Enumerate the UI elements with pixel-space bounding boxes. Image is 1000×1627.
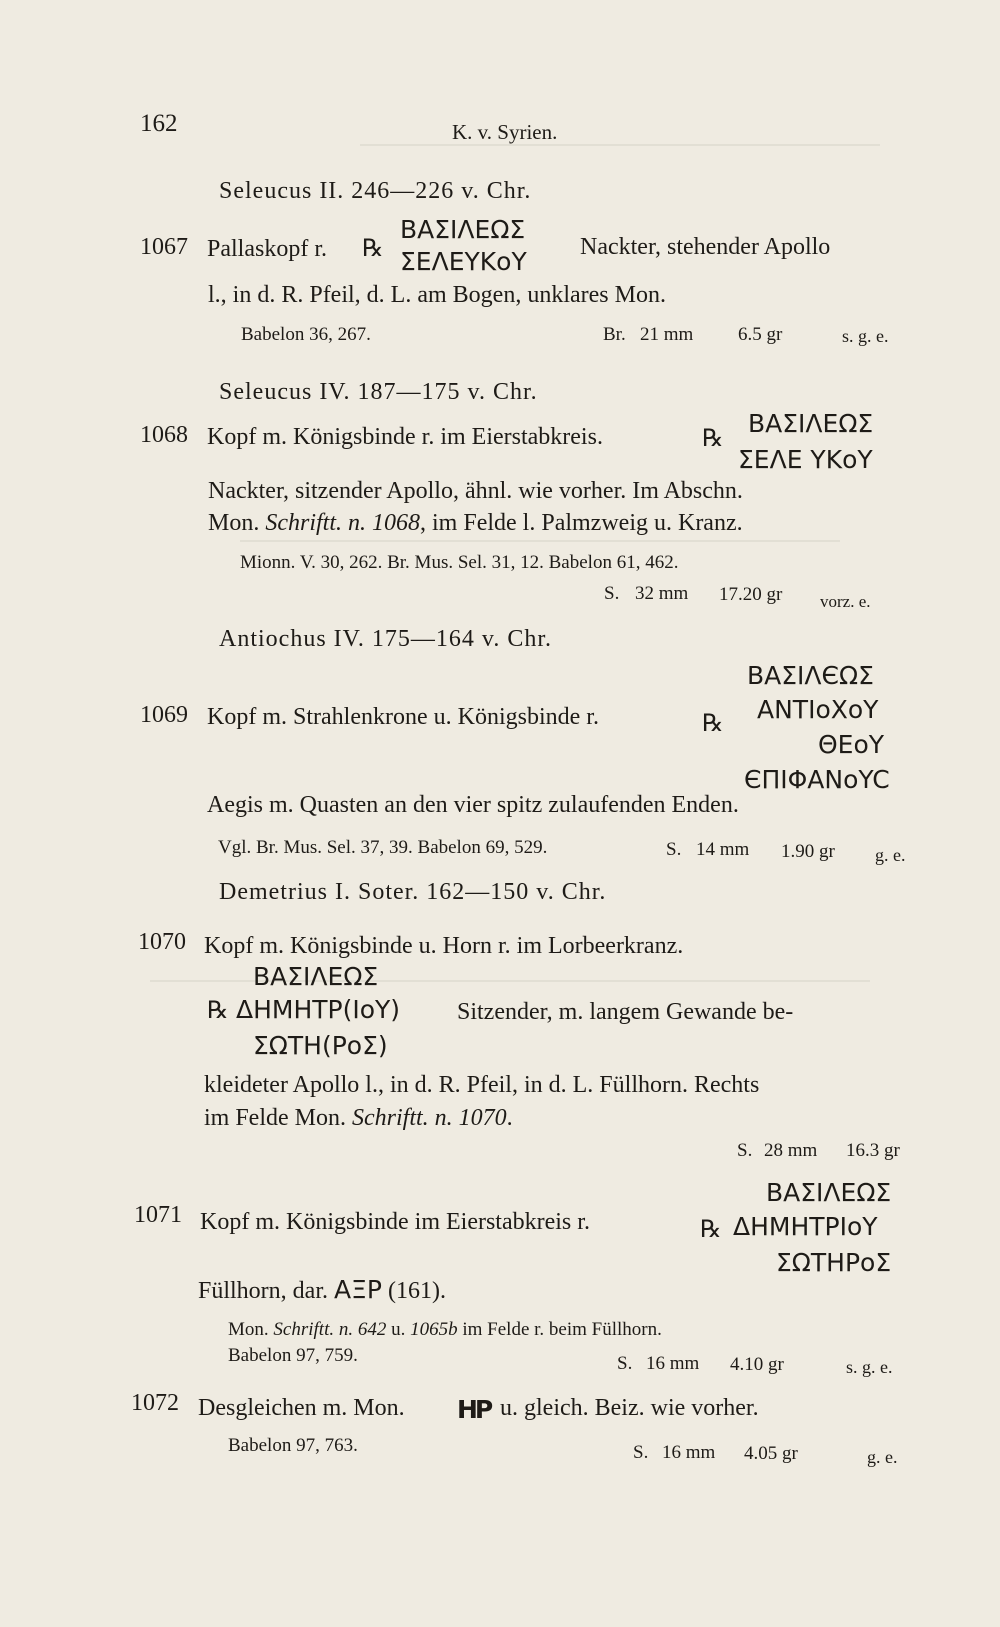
reverse-symbol: ℞ [702,426,724,452]
coin-legend: ΣΕΛΕ ΥΚoY [738,445,873,474]
reverse-symbol: ℞ [702,711,724,737]
reference: Babelon 36, 267. [241,324,371,345]
coin-legend: ΒΑΣΙΛЄΩΣ [747,661,874,690]
reverse-text: Füllhorn, dar. ΑΞΡ (161). [198,1275,446,1304]
collection: S. [617,1353,633,1374]
coin-legend: ΣΕΛΕΥΚoY [400,247,527,276]
entry-number: 1067 [140,234,188,260]
reverse-symbol: ℞ [362,236,384,262]
coin-weight: 1.90 gr [781,841,835,862]
literature-reference: Schriftt. n. 1070 [352,1105,507,1131]
condition: s. g. e. [842,326,889,346]
coin-legend: ΒΑΣΙΛΕΩΣ [748,409,874,438]
entry-number: 1070 [138,929,186,955]
entry-number: 1068 [140,422,188,448]
obverse-text: Kopf m. Königsbinde r. im Eierstabkreis. [207,424,603,450]
collection: S. [604,583,620,604]
coin-legend: ΔΗΜΗΤΡ(ΙoY) [236,995,401,1024]
page-number: 162 [140,110,178,137]
condition: vorz. e. [820,592,871,611]
obverse-text: Kopf m. Strahlenkrone u. Königsbinde r. [207,704,599,730]
literature-reference: 1065b [410,1319,458,1340]
entry-number: 1072 [131,1390,179,1416]
monogram-legend: ΑΞΡ [334,1275,382,1304]
coin-legend: ΒΑΣΙΛΕΩΣ [400,215,526,244]
reverse-text: Sitzender, m. langem Gewande be- [457,999,794,1025]
obverse-text: Pallaskopf r. [207,236,327,262]
coin-weight: 6.5 gr [738,324,783,345]
reference: Mionn. V. 30, 262. Br. Mus. Sel. 31, 12. Babelon 61, 462. [240,552,679,573]
obverse-text: Kopf m. Königsbinde u. Horn r. im Lorbeerkranz. [204,933,684,959]
reverse-text: Desgleichen m. Mon. [198,1395,405,1421]
monogram: HP [457,1395,491,1424]
condition: g. e. [875,845,906,865]
reference: Mon. Schriftt. n. 642 u. 1065b im Felde r. beim Füllhorn. [228,1319,662,1340]
coin-legend: ΑΝΤΙoΧoY [757,695,879,724]
entry-number: 1071 [134,1202,182,1228]
coin-size: 28 mm [764,1140,818,1161]
reverse-symbol: ℞ [207,998,229,1024]
reference: Vgl. Br. Mus. Sel. 37, 39. Babelon 69, 529. [218,837,548,858]
collection: Br. [603,324,626,345]
section-heading: Antiochus IV. 175—164 v. Chr. [219,626,553,652]
reverse-text: Nackter, sitzender Apollo, ähnl. wie vorher. Im Abschn. [208,478,743,504]
coin-weight: 4.05 gr [744,1443,798,1464]
reference: Babelon 97, 759. [228,1345,358,1366]
coin-weight: 16.3 gr [846,1140,900,1161]
show-through-line [360,118,880,146]
coin-size: 14 mm [696,839,750,860]
coin-weight: 17.20 gr [719,584,783,605]
coin-size: 16 mm [646,1353,700,1374]
reverse-text: u. gleich. Beiz. wie vorher. [500,1395,759,1421]
coin-legend: ΔΗΜΗΤΡΙoY [733,1212,878,1241]
reverse-text: Aegis m. Quasten an den vier spitz zulaufenden Enden. [207,792,739,818]
coin-weight: 4.10 gr [730,1354,784,1375]
reverse-text: Nackter, stehender Apollo [580,234,831,260]
entry-number: 1069 [140,702,188,728]
reference: Babelon 97, 763. [228,1435,358,1456]
running-title: K. v. Syrien. [452,120,558,144]
condition: g. e. [867,1447,898,1467]
coin-legend: ΣΩΤΗ(ΡoΣ) [253,1031,388,1060]
coin-legend: ΒΑΣΙΛΕΩΣ [766,1178,892,1207]
coin-size: 21 mm [640,324,694,345]
reverse-text: kleideter Apollo l., in d. R. Pfeil, in d. L. Füllhorn. Rechts [204,1072,760,1098]
coin-legend: ΣΩΤΗΡoΣ [776,1248,892,1277]
reverse-text: Mon. Schriftt. n. 1068, im Felde l. Palmzweig u. Kranz. [208,510,743,536]
section-heading: Seleucus II. 246—226 v. Chr. [219,178,532,204]
coin-legend: ЄΠΙΦΑΝoYC [744,765,890,794]
obverse-text: Kopf m. Königsbinde im Eierstabkreis r. [200,1209,590,1235]
literature-reference: Schriftt. n. 1068 [265,510,421,536]
section-heading: Seleucus IV. 187—175 v. Chr. [219,379,538,405]
condition: s. g. e. [846,1357,893,1377]
coin-legend: ΒΑΣΙΛΕΩΣ [253,962,379,991]
coin-size: 16 mm [662,1442,716,1463]
section-heading: Demetrius I. Soter. 162—150 v. Chr. [219,879,607,905]
coin-size: 32 mm [635,583,689,604]
reverse-text: im Felde Mon. Schriftt. n. 1070. [204,1105,513,1131]
collection: S. [666,839,682,860]
coin-legend: ΘΕoY [818,730,885,759]
collection: S. [737,1140,753,1161]
collection: S. [633,1442,649,1463]
reverse-text: l., in d. R. Pfeil, d. L. am Bogen, unklares Mon. [208,282,666,308]
reverse-symbol: ℞ [700,1217,722,1243]
literature-reference: Schriftt. n. 642 [273,1319,387,1340]
